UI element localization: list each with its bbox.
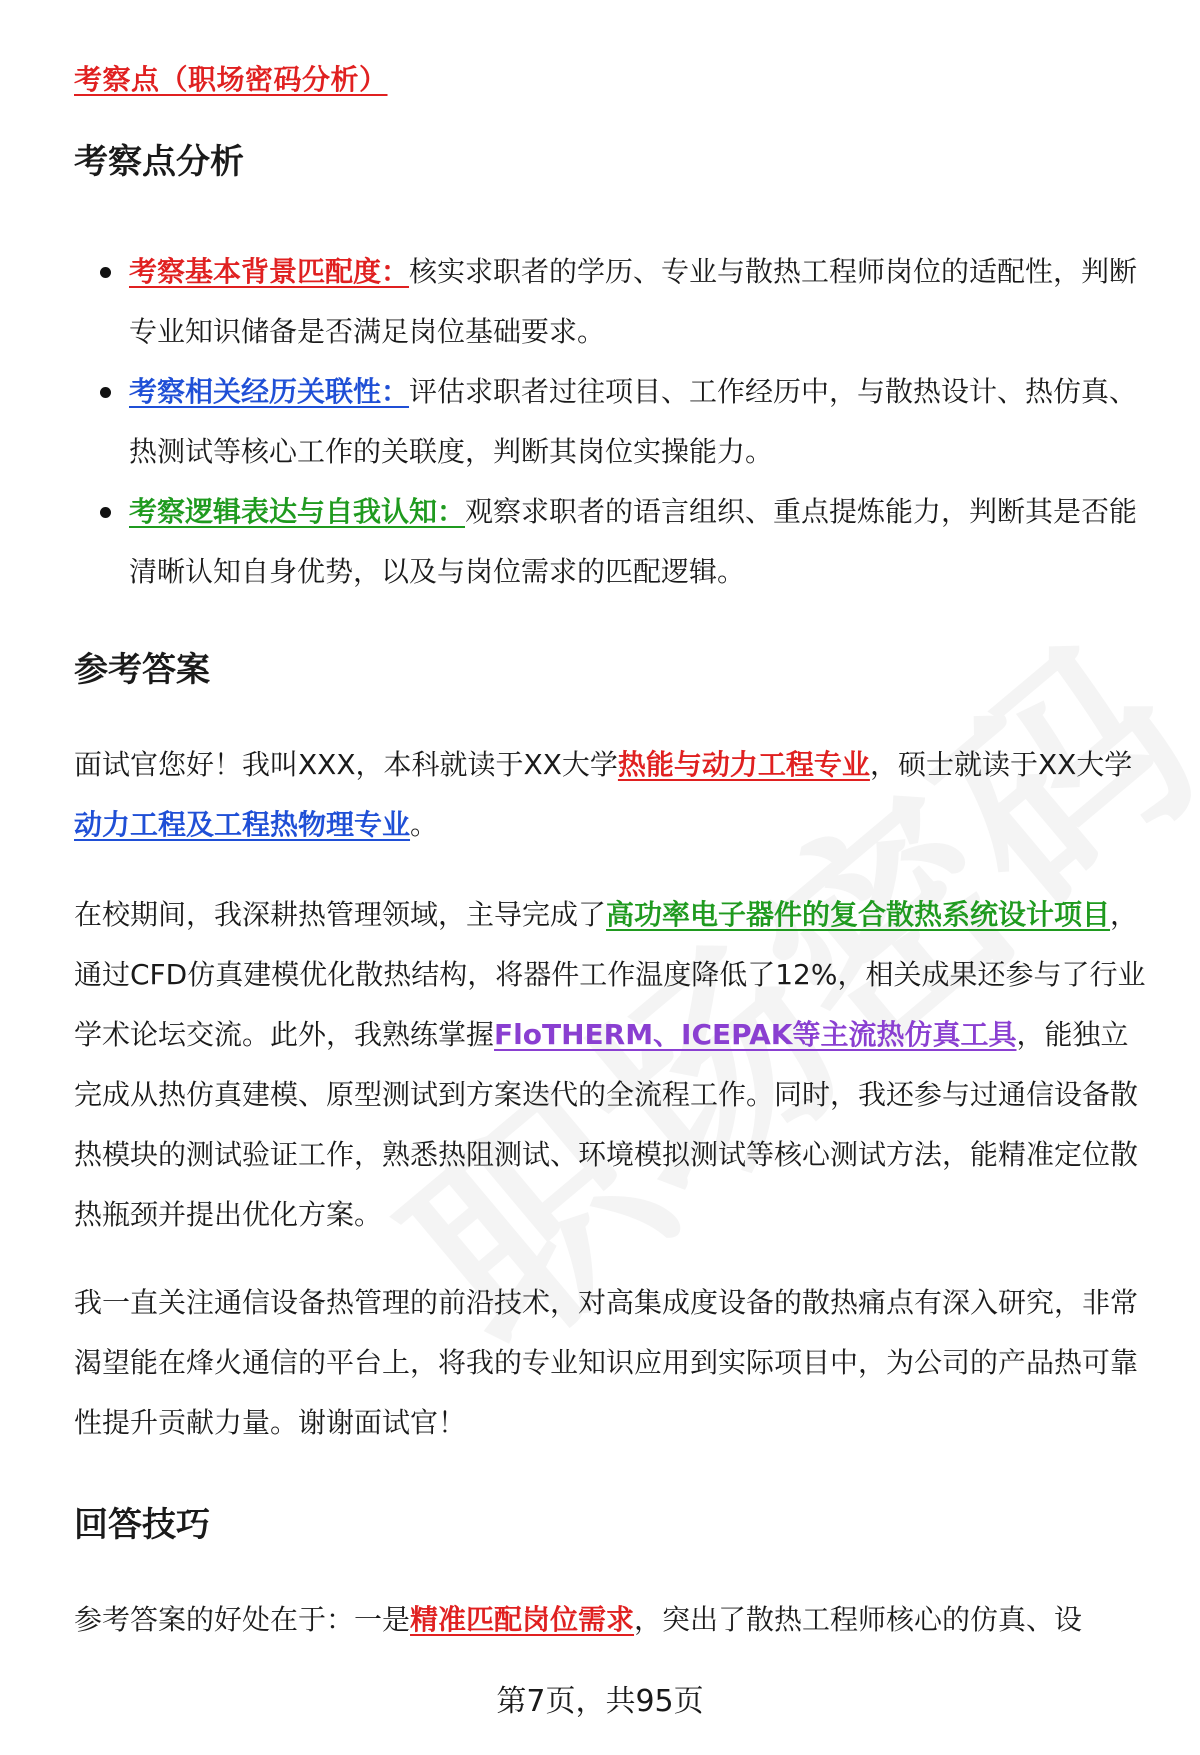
- bullet-label: 考察相关经历关联性：: [129, 375, 410, 408]
- bullet-label: 考察基本背景匹配度：: [129, 255, 410, 288]
- text-run: 在校期间，我深耕热管理领域，主导完成了: [74, 898, 607, 931]
- text-run: ，能独立完成从热仿真建模、原型测试到方案迭代的全流程工作。同时，我还参与过通信设备散热模块的测试验证工作，熟悉热阻测试、环境模拟测试等核心测试方法，能精准定位散热瓶颈并提出优化方案。: [74, 1018, 1139, 1231]
- highlight-master-major: 动力工程及工程热物理专业: [74, 808, 411, 841]
- tips-heading: 回答技巧: [74, 1505, 210, 1545]
- bullet-dot: [100, 267, 111, 278]
- answer-paragraph-1: [74, 735, 1149, 855]
- topic-heading: 考察点（职场密码分析）: [74, 63, 388, 96]
- bullet-text: 核实求职者的学历、专业与散热工程师岗位的适配性，判断专业知识储备是否满足岗位基础要求。: [129, 255, 1138, 348]
- highlight-tools: FloTHERM、ICEPAK等主流热仿真工具: [494, 1018, 1017, 1051]
- list-item: [74, 362, 1149, 482]
- text-run: ，通过CFD仿真建模优化散热结构，将器件工作温度降低了12%，相关成果还参与了行业学术论坛交流。此外，我熟练掌握: [74, 898, 1146, 1051]
- page-number: 第7页，共95页: [496, 1684, 704, 1719]
- bullet-dot: [100, 507, 111, 518]
- answer-paragraph-3: 我一直关注通信设备热管理的前沿技术，对高集成度设备的散热痛点有深入研究，非常渴望能在烽火通信的平台上，将我的专业知识应用到实际项目中，为公司的产品热可靠性提升贡献力量。谢谢面试官！: [74, 1286, 1139, 1439]
- highlight-tip: 精准匹配岗位需求: [410, 1603, 635, 1636]
- text-run: ，硕士就读于XX大学: [869, 748, 1133, 781]
- text-run: 面试官您好！我叫XXX，本科就读于XX大学: [74, 748, 618, 781]
- list-item: [74, 242, 1149, 362]
- answer-paragraph-2: [74, 885, 1149, 1245]
- tips-paragraph: [74, 1590, 1149, 1650]
- bullet-text: 评估求职者过往项目、工作经历中，与散热设计、热仿真、热测试等核心工作的关联度，判断其岗位实操能力。: [129, 375, 1138, 468]
- bullet-dot: [100, 387, 111, 398]
- text-run: 参考答案的好处在于：一是: [74, 1603, 411, 1636]
- bullet-text: 观察求职者的语言组织、重点提炼能力，判断其是否能清晰认知自身优势，以及与岗位需求的匹配逻辑。: [129, 495, 1138, 588]
- highlight-major: 热能与动力工程专业: [617, 748, 870, 781]
- list-item: [74, 482, 1149, 602]
- text-run: 。: [410, 808, 439, 841]
- text-run: ，突出了散热工程师核心的仿真、设: [634, 1603, 1083, 1636]
- analysis-heading: 考察点分析: [74, 142, 244, 182]
- highlight-project: 高功率电子器件的复合散热系统设计项目: [606, 898, 1111, 931]
- answer-heading: 参考答案: [74, 650, 210, 690]
- bullet-label: 考察逻辑表达与自我认知：: [129, 495, 466, 528]
- analysis-list: [74, 242, 1149, 602]
